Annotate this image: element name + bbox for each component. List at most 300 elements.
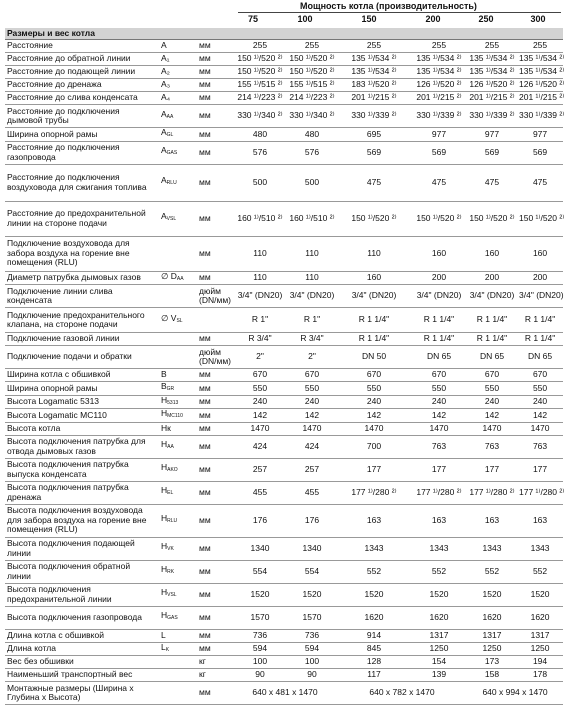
table-row	[5, 128, 563, 142]
row-value: 126 ¹⁾/520 ²⁾	[411, 79, 467, 92]
row-value: 163	[467, 504, 517, 537]
row-value: 3/4" (DN20)	[467, 285, 517, 308]
table-row	[5, 629, 563, 642]
row-label: Расстояние до подключения воздуховода для сжигания топлива	[5, 164, 153, 201]
table-row	[5, 583, 563, 606]
row-label: Ширина опорной рамы	[5, 128, 153, 142]
row-label: Монтажные размеры (Ширина x Глубина x Высота)	[5, 682, 153, 705]
table-row	[5, 504, 563, 537]
row-value: 240	[411, 395, 467, 409]
row-unit: мм	[193, 79, 233, 92]
table-row	[5, 669, 563, 682]
row-value-merged: 640 x 782 x 1470	[337, 682, 467, 705]
row-value: 155 ¹⁾/515 ²⁾	[233, 79, 287, 92]
row-symbol	[153, 346, 193, 369]
row-value: 1470	[411, 422, 467, 435]
row-value: 201 ¹⁾/215 ²⁾	[467, 92, 517, 105]
row-unit: мм	[193, 382, 233, 396]
row-label: Расстояние	[5, 40, 153, 53]
row-unit: мм	[193, 422, 233, 435]
capacity-75: 75	[247, 14, 258, 24]
row-symbol: B	[153, 369, 193, 382]
table-row	[5, 285, 563, 308]
row-value: 670	[467, 369, 517, 382]
table-row	[5, 201, 563, 236]
row-value: 550	[233, 382, 287, 396]
table-row	[5, 333, 563, 346]
row-label: Расстояние до слива конденсата	[5, 92, 153, 105]
row-symbol: A₂	[153, 66, 193, 79]
row-value: 1470	[233, 422, 287, 435]
row-value: 695	[337, 128, 411, 142]
table-row	[5, 395, 563, 409]
row-unit: мм	[193, 629, 233, 642]
row-value: 500	[233, 164, 287, 201]
table-row	[5, 53, 563, 66]
row-label: Высота подключения предохранительной линии	[5, 583, 153, 606]
row-unit: мм	[193, 201, 233, 236]
table-row	[5, 40, 563, 53]
row-value: 552	[411, 560, 467, 583]
row-value: 1343	[337, 537, 411, 560]
row-value: 150 ¹⁾/520 ²⁾	[287, 66, 337, 79]
table-row	[5, 66, 563, 79]
row-symbol: $H_{MC110}$	[153, 409, 193, 423]
table-row	[5, 236, 563, 271]
row-label: Ширина котла с обшивкой	[5, 369, 153, 382]
row-value: 550	[337, 382, 411, 396]
row-value: 1570	[233, 606, 287, 629]
row-symbol	[153, 285, 193, 308]
row-value: 110	[233, 236, 287, 271]
row-value: 1520	[411, 583, 467, 606]
row-symbol: $B_{GR}$	[153, 382, 193, 396]
row-label: Расстояние до обратной линии	[5, 53, 153, 66]
row-value: 201 ¹⁾/215 ²⁾	[337, 92, 411, 105]
row-value: 150 ¹⁾/520 ²⁾	[287, 53, 337, 66]
row-value: 100	[233, 656, 287, 669]
row-value: 142	[467, 409, 517, 423]
row-label: Высота подключения патрубка для отвода дымовых газов	[5, 435, 153, 458]
row-unit: мм	[193, 92, 233, 105]
row-value: 1520	[287, 583, 337, 606]
row-value: 763	[467, 435, 517, 458]
row-value: R 1 1/4"	[467, 333, 517, 346]
row-value: 110	[337, 236, 411, 271]
row-value: 142	[411, 409, 467, 423]
row-value: 1317	[517, 629, 563, 642]
row-symbol: $A_{VSL}$	[153, 201, 193, 236]
row-value: 475	[517, 164, 563, 201]
row-value: 1620	[337, 606, 411, 629]
row-value: 1520	[233, 583, 287, 606]
table-row	[5, 435, 563, 458]
row-symbol: Hк	[153, 422, 193, 435]
row-value: 135 ¹⁾/534 ²⁾	[337, 66, 411, 79]
section-title: Размеры и вес котла	[5, 28, 563, 40]
table-row	[5, 141, 563, 164]
row-unit: мм	[193, 40, 233, 53]
row-value: 150 ¹⁾/520 ²⁾	[233, 53, 287, 66]
row-value: 700	[337, 435, 411, 458]
row-value: 177	[337, 458, 411, 481]
row-value: 177 ¹⁾/280 ²⁾	[337, 481, 411, 504]
row-value: 480	[233, 128, 287, 142]
row-value: 569	[517, 141, 563, 164]
table-row	[5, 481, 563, 504]
row-value: 1343	[517, 537, 563, 560]
row-symbol	[153, 656, 193, 669]
row-value: 135 ¹⁾/534 ²⁾	[517, 66, 563, 79]
table-row	[5, 422, 563, 435]
row-value: 569	[411, 141, 467, 164]
row-value: 135 ¹⁾/534 ²⁾	[517, 53, 563, 66]
table-row	[5, 642, 563, 656]
row-value: 424	[233, 435, 287, 458]
row-label: Высота подключения обратной линии	[5, 560, 153, 583]
row-value: 3/4" (DN20)	[517, 285, 563, 308]
row-unit: мм	[193, 164, 233, 201]
row-unit: мм	[193, 369, 233, 382]
row-unit: мм	[193, 583, 233, 606]
row-unit: мм	[193, 537, 233, 560]
row-value: 455	[287, 481, 337, 504]
row-label: Высота подключения газопровода	[5, 606, 153, 629]
row-unit: мм	[193, 458, 233, 481]
row-label: Высота подключения патрубка выпуска конденсата	[5, 458, 153, 481]
row-value: 150 ¹⁾/520 ²⁾	[467, 201, 517, 236]
row-symbol	[153, 236, 193, 271]
row-unit: мм	[193, 409, 233, 423]
row-unit: мм	[193, 560, 233, 583]
row-value: R 1 1/4"	[411, 308, 467, 333]
table-row	[5, 369, 563, 382]
row-value: 330 ¹⁾/339 ²⁾	[467, 105, 517, 128]
row-value: 1343	[467, 537, 517, 560]
table-row	[5, 92, 563, 105]
row-value: 240	[337, 395, 411, 409]
row-value: 1317	[467, 629, 517, 642]
row-value: 257	[233, 458, 287, 481]
row-value: 240	[233, 395, 287, 409]
row-value: 142	[233, 409, 287, 423]
row-unit	[193, 308, 233, 333]
row-symbol: L	[153, 629, 193, 642]
table-row	[5, 458, 563, 481]
row-value: 163	[337, 504, 411, 537]
row-value: 173	[467, 656, 517, 669]
row-label: Подключение газовой линии	[5, 333, 153, 346]
row-value: DN 65	[517, 346, 563, 369]
row-value: 1470	[467, 422, 517, 435]
row-value: 977	[467, 128, 517, 142]
row-value: 594	[287, 642, 337, 656]
row-value: 1340	[233, 537, 287, 560]
row-value: 1470	[287, 422, 337, 435]
table-row	[5, 105, 563, 128]
row-value: 330 ¹⁾/340 ²⁾	[287, 105, 337, 128]
row-value: 330 ¹⁾/339 ²⁾	[517, 105, 563, 128]
row-symbol: $H_{EL}$	[153, 481, 193, 504]
row-symbol: $H_{VSL}$	[153, 583, 193, 606]
row-value: 160	[467, 236, 517, 271]
row-value: 1340	[287, 537, 337, 560]
row-value: 135 ¹⁾/534 ²⁾	[467, 53, 517, 66]
row-value: 500	[287, 164, 337, 201]
row-unit: мм	[193, 606, 233, 629]
row-value: 163	[517, 504, 563, 537]
row-value: 160	[517, 236, 563, 271]
table-row	[5, 409, 563, 423]
row-value: 155 ¹⁾/515 ²⁾	[287, 79, 337, 92]
row-label: Вес без обшивки	[5, 656, 153, 669]
row-value: 177 ¹⁾/280 ²⁾	[411, 481, 467, 504]
row-value: 3/4" (DN20)	[337, 285, 411, 308]
row-symbol: $H_{VK}$	[153, 537, 193, 560]
row-unit: мм	[193, 481, 233, 504]
row-value: 424	[287, 435, 337, 458]
row-value: 160 ¹⁾/510 ²⁾	[287, 201, 337, 236]
row-value: 214 ¹⁾/223 ²⁾	[233, 92, 287, 105]
row-value-merged: 640 x 481 x 1470	[233, 682, 337, 705]
capacity-100: 100	[297, 14, 313, 24]
row-value: 480	[287, 128, 337, 142]
row-unit: мм	[193, 504, 233, 537]
row-label: Расстояние до дренажа	[5, 79, 153, 92]
row-value: 569	[337, 141, 411, 164]
row-label: Высота подключения воздуховода для забора воздуха на горение вне помещения (RLU)	[5, 504, 153, 537]
row-value: 3/4" (DN20)	[287, 285, 337, 308]
row-value: 154	[411, 656, 467, 669]
row-label: Высота котла	[5, 422, 153, 435]
row-value: DN 65	[411, 346, 467, 369]
row-value: 1470	[337, 422, 411, 435]
row-value: 255	[467, 40, 517, 53]
row-unit: мм	[193, 141, 233, 164]
row-unit: кг	[193, 669, 233, 682]
row-value: 552	[517, 560, 563, 583]
row-value: R 3/4"	[287, 333, 337, 346]
row-value: 1520	[337, 583, 411, 606]
row-label: Расстояние до подающей линии	[5, 66, 153, 79]
row-value: 177	[467, 458, 517, 481]
row-symbol: A₁	[153, 53, 193, 66]
row-value: 552	[467, 560, 517, 583]
row-value: 110	[233, 271, 287, 285]
row-value: 475	[411, 164, 467, 201]
capacity-300: 300	[530, 14, 546, 24]
row-value: 163	[411, 504, 467, 537]
row-value: 3/4" (DN20)	[411, 285, 467, 308]
row-unit: мм	[193, 66, 233, 79]
table-row	[5, 271, 563, 285]
row-value: 977	[517, 128, 563, 142]
row-symbol: $H_{RK}$	[153, 560, 193, 583]
row-value: 200	[517, 271, 563, 285]
row-symbol: ∅ $D_{AA}$	[153, 271, 193, 285]
row-symbol: A	[153, 40, 193, 53]
row-label: Диаметр патрубка дымовых газов	[5, 271, 153, 285]
row-value: 126 ¹⁾/520 ²⁾	[467, 79, 517, 92]
row-symbol	[153, 669, 193, 682]
header-rule	[238, 12, 561, 13]
row-value: 576	[287, 141, 337, 164]
row-value: 763	[411, 435, 467, 458]
row-value: 1343	[411, 537, 467, 560]
row-value: 142	[287, 409, 337, 423]
row-value: 550	[467, 382, 517, 396]
row-value: 475	[337, 164, 411, 201]
row-value: 255	[411, 40, 467, 53]
row-unit: мм	[193, 105, 233, 128]
row-value: R 1 1/4"	[467, 308, 517, 333]
row-value: 135 ¹⁾/534 ²⁾	[337, 53, 411, 66]
row-value: 110	[287, 236, 337, 271]
row-value: 178	[517, 669, 563, 682]
table-row	[5, 79, 563, 92]
capacity-header-row	[0, 14, 567, 26]
row-value: 240	[467, 395, 517, 409]
row-value: 594	[233, 642, 287, 656]
row-label: Расстояние до предохранительной линии на стороне подачи	[5, 201, 153, 236]
row-value: 142	[517, 409, 563, 423]
row-value: 177	[411, 458, 467, 481]
row-value: 1317	[411, 629, 467, 642]
row-value: 90	[233, 669, 287, 682]
row-value: 257	[287, 458, 337, 481]
row-value: 845	[337, 642, 411, 656]
row-value: 177 ¹⁾/280 ²⁾	[517, 481, 563, 504]
row-value: 1470	[517, 422, 563, 435]
row-value: 255	[337, 40, 411, 53]
row-label: Высота Logamatic 5313	[5, 395, 153, 409]
row-value: R 3/4"	[233, 333, 287, 346]
row-value: 569	[467, 141, 517, 164]
row-value: 183 ¹⁾/520 ²⁾	[337, 79, 411, 92]
row-value: 160	[411, 236, 467, 271]
row-label: Длина котла с обшивкой	[5, 629, 153, 642]
row-value: 550	[517, 382, 563, 396]
row-label: Подключение предохранительного клапана, на стороне подачи	[5, 308, 153, 333]
row-symbol: $H_{5313}$	[153, 395, 193, 409]
row-value: 330 ¹⁾/339 ²⁾	[337, 105, 411, 128]
row-unit: кг	[193, 656, 233, 669]
capacity-header-title: Мощность котла (производительность)	[300, 1, 477, 11]
row-value: 255	[517, 40, 563, 53]
row-label: Расстояние до подключения газопровода	[5, 141, 153, 164]
row-value: R 1 1/4"	[517, 333, 563, 346]
row-symbol: $A_{RLU}$	[153, 164, 193, 201]
row-value: 150 ¹⁾/520 ²⁾	[517, 201, 563, 236]
table-row	[5, 164, 563, 201]
row-value: R 1 1/4"	[517, 308, 563, 333]
row-label: Высота подключения патрубка дренажа	[5, 481, 153, 504]
row-value: 1620	[467, 606, 517, 629]
row-value: 255	[287, 40, 337, 53]
row-value: 977	[411, 128, 467, 142]
row-value: 255	[233, 40, 287, 53]
row-value: 117	[337, 669, 411, 682]
row-value: 110	[287, 271, 337, 285]
row-value: R 1 1/4"	[337, 333, 411, 346]
row-unit: мм	[193, 271, 233, 285]
row-value: 576	[233, 141, 287, 164]
row-unit: дюйм (DN/мм)	[193, 346, 233, 369]
row-value: 142	[337, 409, 411, 423]
row-value: 90	[287, 669, 337, 682]
row-value: 330 ¹⁾/340 ²⁾	[233, 105, 287, 128]
row-value: 150 ¹⁾/520 ²⁾	[411, 201, 467, 236]
row-value: 736	[287, 629, 337, 642]
table-row	[5, 382, 563, 396]
table-row	[5, 308, 563, 333]
row-value: 1250	[517, 642, 563, 656]
row-label: Подключение линии слива конденсата	[5, 285, 153, 308]
row-value: 554	[233, 560, 287, 583]
row-value: 158	[467, 669, 517, 682]
table-row	[5, 346, 563, 369]
row-value: 1520	[517, 583, 563, 606]
row-unit: дюйм (DN/мм)	[193, 285, 233, 308]
row-value: 914	[337, 629, 411, 642]
row-value: 1570	[287, 606, 337, 629]
row-value: 201 ¹⁾/215 ²⁾	[517, 92, 563, 105]
row-value: 670	[287, 369, 337, 382]
row-value: R 1"	[233, 308, 287, 333]
row-value: 455	[233, 481, 287, 504]
row-value: 200	[467, 271, 517, 285]
row-value: 139	[411, 669, 467, 682]
row-value: 670	[411, 369, 467, 382]
row-label: Длина котла	[5, 642, 153, 656]
row-value: 550	[411, 382, 467, 396]
row-value: 194	[517, 656, 563, 669]
row-symbol: $H_{RLU}$	[153, 504, 193, 537]
dimensions-table	[5, 28, 563, 705]
row-symbol: ∅ $V_{SL}$	[153, 308, 193, 333]
table-row	[5, 606, 563, 629]
row-label: Наименьший транспортный вес	[5, 669, 153, 682]
capacity-200: 200	[425, 14, 441, 24]
row-value: 176	[287, 504, 337, 537]
row-value: R 1"	[287, 308, 337, 333]
row-value: 670	[233, 369, 287, 382]
row-value: 2"	[233, 346, 287, 369]
row-value: 201 ¹⁾/215 ²⁾	[411, 92, 467, 105]
section-header-row	[5, 28, 563, 40]
row-value: 135 ¹⁾/534 ²⁾	[411, 66, 467, 79]
row-symbol: $H_{AA}$	[153, 435, 193, 458]
row-value: 736	[233, 629, 287, 642]
row-value: 2"	[287, 346, 337, 369]
row-value: 176	[233, 504, 287, 537]
table-row	[5, 537, 563, 560]
row-value: 550	[287, 382, 337, 396]
table-row	[5, 656, 563, 669]
row-value: 100	[287, 656, 337, 669]
row-unit: мм	[193, 128, 233, 142]
row-unit: мм	[193, 682, 233, 705]
row-unit: мм	[193, 333, 233, 346]
row-value: 330 ¹⁾/339 ²⁾	[411, 105, 467, 128]
row-value: 3/4" (DN20)	[233, 285, 287, 308]
row-value: 552	[337, 560, 411, 583]
row-value: R 1 1/4"	[411, 333, 467, 346]
row-symbol	[153, 333, 193, 346]
capacity-150: 150	[361, 14, 377, 24]
row-value: 1620	[517, 606, 563, 629]
row-symbol: A₃	[153, 79, 193, 92]
